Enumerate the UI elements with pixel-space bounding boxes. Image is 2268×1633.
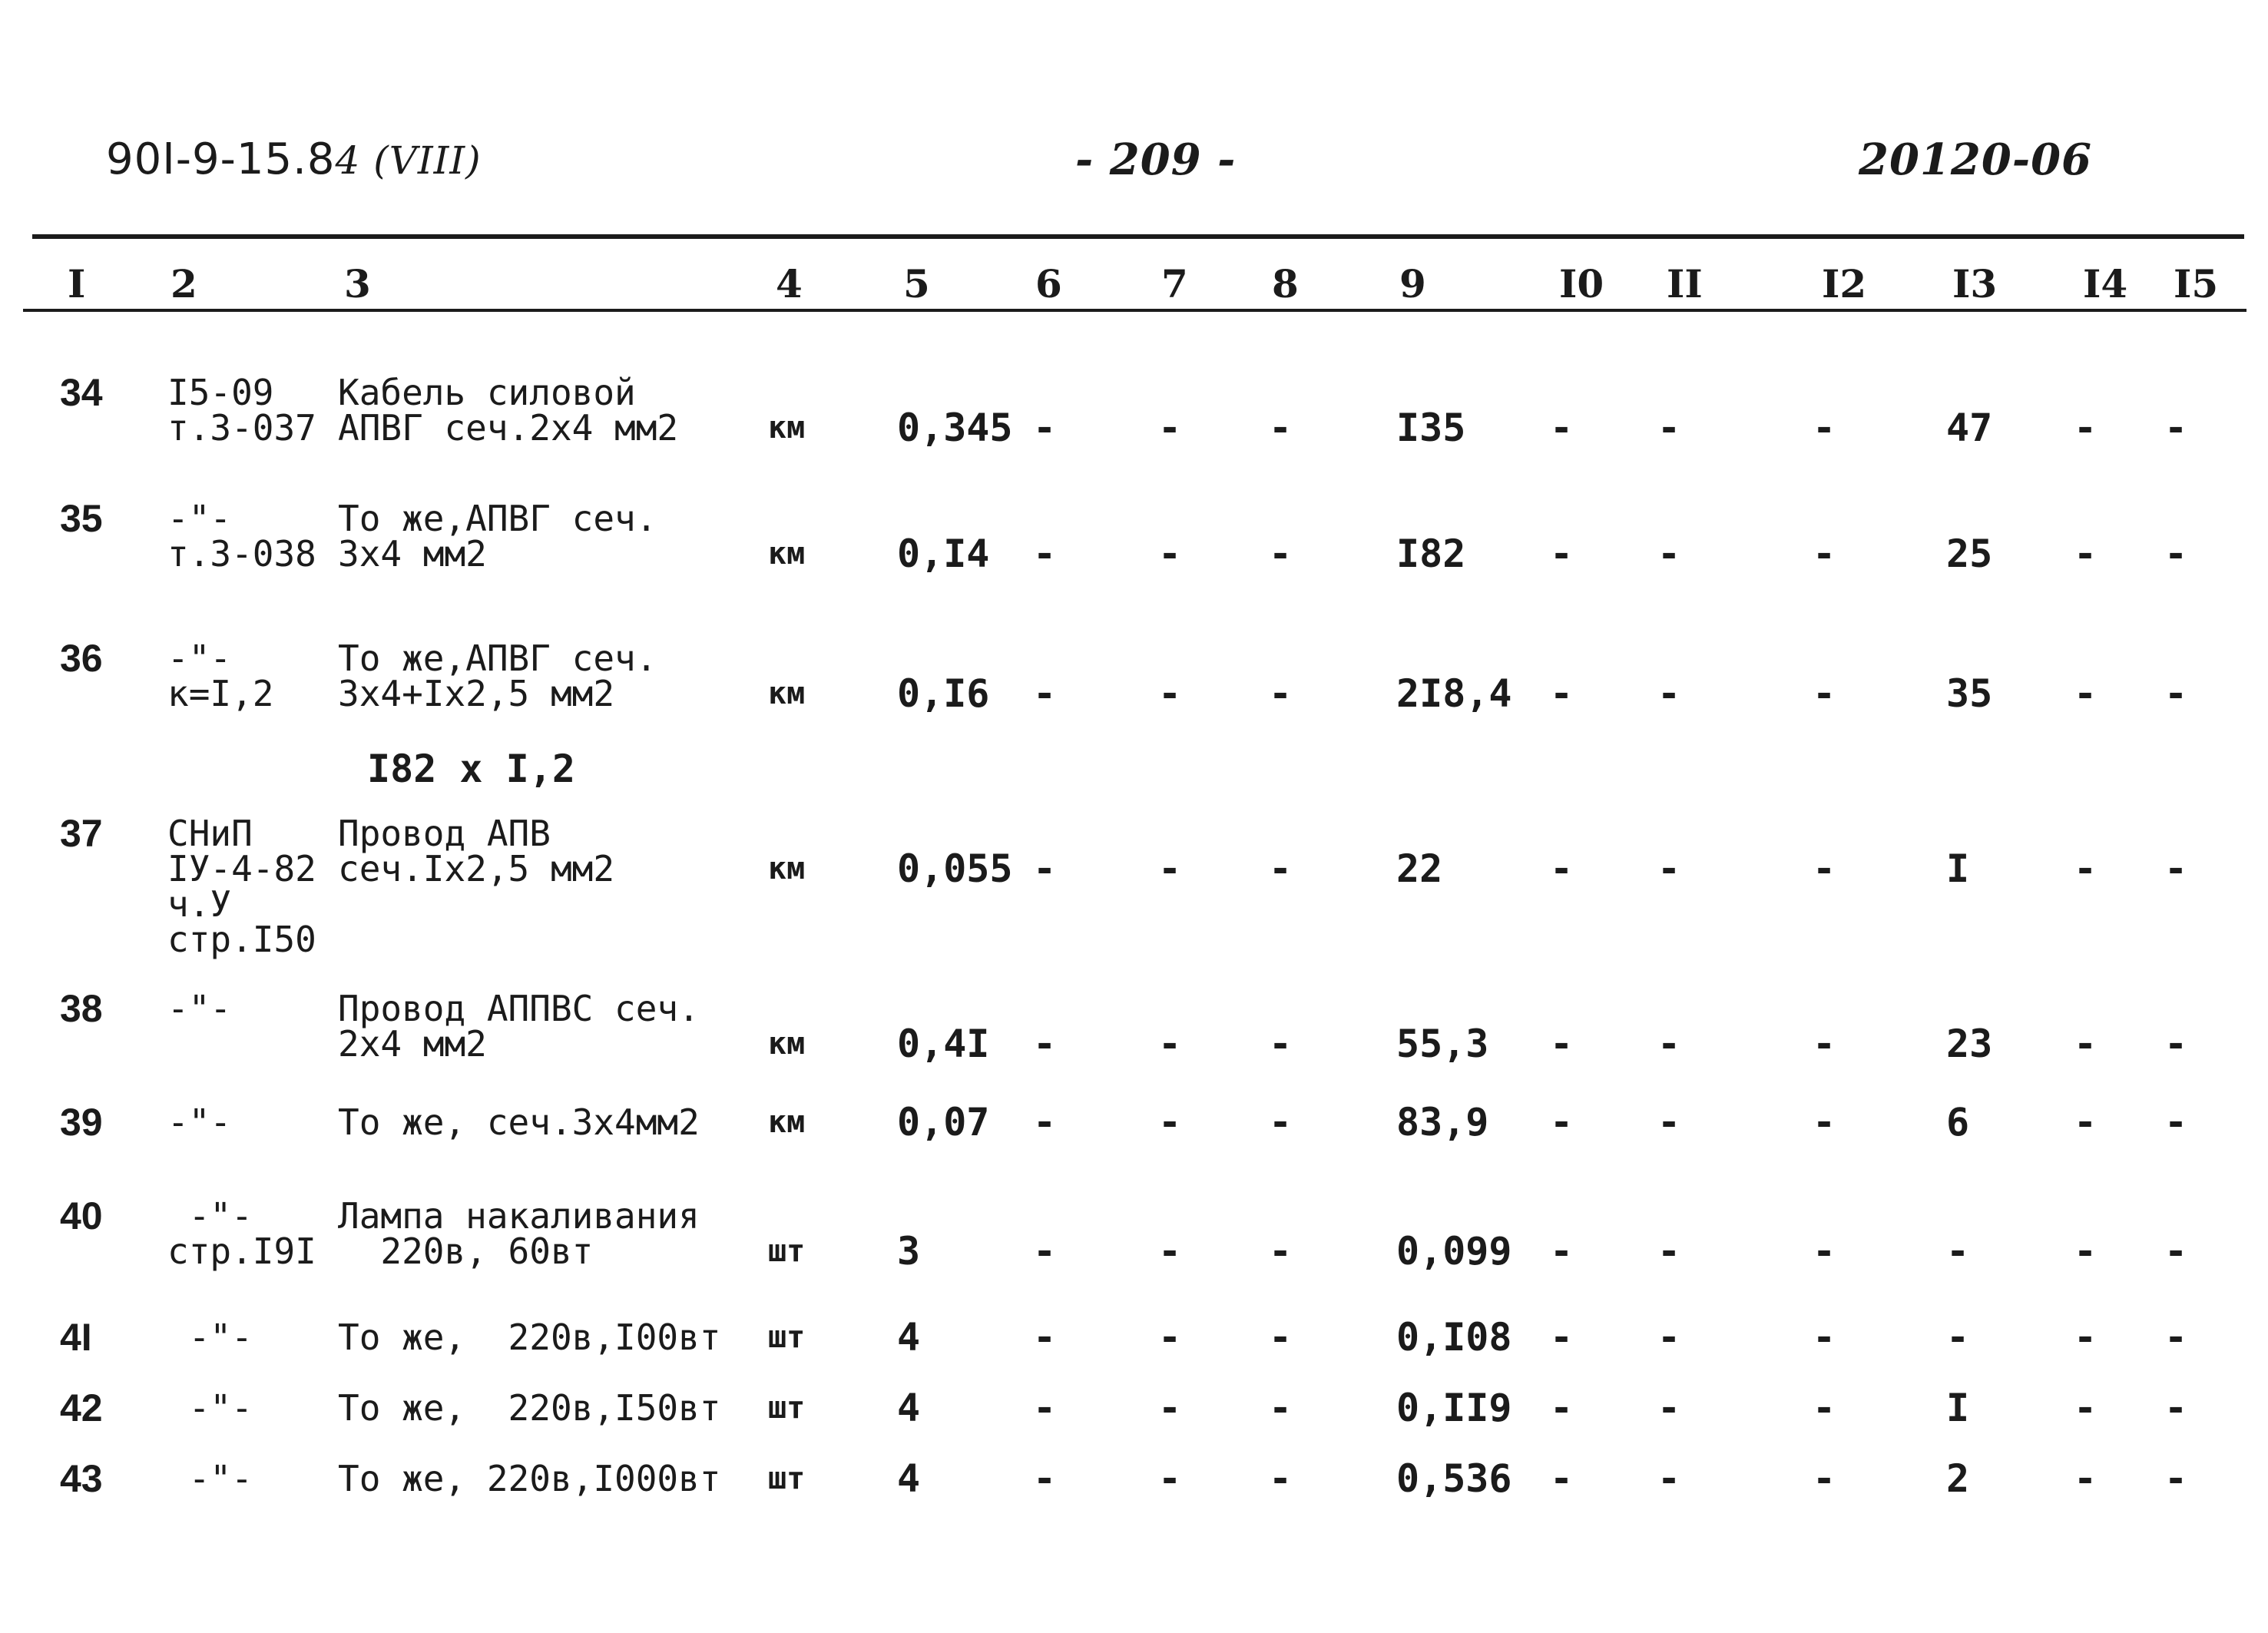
cell-c7: - [1158,1022,1182,1066]
cell-c10: - [1550,846,1574,891]
cell-c14: - [2074,1100,2097,1144]
cell-ref: -"- стр.I9I [167,1195,316,1272]
cell-c9: 0,099 [1396,1229,1512,1274]
cell-c8: - [1269,1386,1293,1430]
cell-c14: - [2074,406,2097,450]
cell-unit: шт [768,1390,806,1426]
cell-unit: км [768,1105,806,1140]
cell-c10: - [1550,671,1574,716]
cell-ref: -"- т.3-038 [167,498,316,575]
cell-c10: - [1550,406,1574,450]
cell-c12: - [1813,1229,1836,1274]
cell-c8: - [1269,671,1293,716]
cell-c13: 35 [1946,671,1993,716]
cell-qty: 3 [897,1229,921,1274]
cell-qty: 0,I4 [897,532,990,576]
cell-c12: - [1813,1386,1836,1430]
cell-qty: 4 [897,1315,921,1360]
cell-c7: - [1158,1315,1182,1360]
cell-c14: - [2074,1229,2097,1274]
cell-ref: -"- [167,1101,232,1143]
cell-name: Провод АПВ сеч.Iх2,5 мм2 [338,813,615,889]
cell-c12: - [1813,846,1836,891]
cell-ref: СНиП IУ-4-82 ч.У стр.I50 [167,813,316,960]
column-number: 3 [344,261,371,306]
column-number: 8 [1272,261,1299,306]
cell-c9: 22 [1396,846,1443,891]
cell-c10: - [1550,1315,1574,1360]
column-number: I3 [1952,261,1998,306]
document-code-typed: 90I-9-15.8 [106,134,336,184]
cell-c14: - [2074,1315,2097,1360]
cell-unit: км [768,536,806,571]
cell-c12: - [1813,1022,1836,1066]
cell-ref: -"- [167,1317,253,1358]
cell-c13: 47 [1946,406,1993,450]
cell-qty: 0,055 [897,846,1013,891]
cell-c10: - [1550,1022,1574,1066]
cell-c9: 0,II9 [1396,1386,1512,1430]
cell-c7: - [1158,406,1182,450]
cell-c11: - [1657,1315,1681,1360]
document-code-handwritten: 4 (VIII) [335,138,482,183]
cell-c6: - [1033,1386,1057,1430]
cell-c10: - [1550,1100,1574,1144]
cell-c11: - [1657,671,1681,716]
cell-qty: 0,I6 [897,671,990,716]
cell-ref: -"- к=I,2 [167,638,274,714]
cell-c13: 25 [1946,532,1993,576]
cell-qty: 0,345 [897,406,1013,450]
cell-c10: - [1550,1386,1574,1430]
cell-ref: I5-09 т.3-037 [167,372,316,449]
column-number: 9 [1399,261,1426,306]
cell-ref: -"- [167,1458,253,1499]
cell-c6: - [1033,406,1057,450]
cell-unit: шт [768,1320,806,1355]
cell-c9: 55,3 [1396,1022,1489,1066]
cell-c8: - [1269,532,1293,576]
cell-c12: - [1813,671,1836,716]
cell-c6: - [1033,532,1057,576]
cell-c13: 23 [1946,1022,1993,1066]
column-number: I2 [1822,261,1867,306]
cell-unit: шт [768,1234,806,1269]
cell-c13: 2 [1946,1456,1970,1501]
header-bottom-rule [23,309,2246,312]
cell-c12: - [1813,1100,1836,1144]
column-number: I5 [2174,261,2219,306]
cell-unit: км [768,1026,806,1062]
column-number: 7 [1161,261,1188,306]
cell-c15: - [2164,1315,2188,1360]
cell-c15: - [2164,1100,2188,1144]
cell-c10: - [1550,532,1574,576]
cell-c11: - [1657,406,1681,450]
cell-num: 43 [60,1457,103,1500]
page-number: - 209 - [1075,134,1237,185]
column-number: I4 [2083,261,2128,306]
cell-unit: шт [768,1461,806,1496]
cell-c14: - [2074,1386,2097,1430]
cell-c9: 0,536 [1396,1456,1512,1501]
cell-c9: 0,I08 [1396,1315,1512,1360]
cell-c11: - [1657,846,1681,891]
cell-c15: - [2164,846,2188,891]
column-number: II [1667,261,1703,306]
cell-c8: - [1269,846,1293,891]
header-top-rule [32,234,2244,239]
cell-c15: - [2164,671,2188,716]
cell-c14: - [2074,1022,2097,1066]
cell-c6: - [1033,1229,1057,1274]
cell-c14: - [2074,532,2097,576]
cell-qty: 0,07 [897,1100,990,1144]
cell-num: 42 [60,1386,103,1429]
cell-c7: - [1158,1229,1182,1274]
column-number: 2 [171,261,197,306]
cell-c15: - [2164,1456,2188,1501]
cell-c8: - [1269,1456,1293,1501]
cell-unit: км [768,676,806,711]
cell-c11: - [1657,1022,1681,1066]
cell-name: То же, 220в,I50вт [338,1387,721,1429]
cell-num: 40 [60,1194,103,1237]
document-code [106,134,482,184]
cell-c14: - [2074,671,2097,716]
cell-c15: - [2164,1022,2188,1066]
cell-c6: - [1033,1100,1057,1144]
cell-c11: - [1657,1456,1681,1501]
cell-c6: - [1033,671,1057,716]
cell-num: 36 [60,637,103,680]
cell-num: 34 [60,371,103,414]
cell-c15: - [2164,1386,2188,1430]
cell-unit: км [768,410,806,446]
cell-c7: - [1158,671,1182,716]
cell-c8: - [1269,1315,1293,1360]
cell-c7: - [1158,532,1182,576]
cell-name: То же, сеч.3х4мм2 [338,1101,700,1143]
cell-name: Провод АППВС сеч. 2х4 мм2 [338,988,700,1065]
cell-c14: - [2074,846,2097,891]
cell-c15: - [2164,406,2188,450]
cell-name: То же,АПВГ сеч. 3х4 мм2 [338,498,657,575]
cell-c7: - [1158,1100,1182,1144]
cell-c12: - [1813,1315,1836,1360]
cell-c11: - [1657,1100,1681,1144]
cell-c8: - [1269,1100,1293,1144]
cell-qty: 4 [897,1386,921,1430]
cell-name: То же, 220в,I00вт [338,1317,721,1358]
album-number: 20120-06 [1859,134,2092,185]
cell-qty: 0,4I [897,1022,990,1066]
column-number: 6 [1035,261,1062,306]
cell-c15: - [2164,532,2188,576]
cell-num: 39 [60,1101,103,1144]
cell-c10: - [1550,1456,1574,1501]
cell-c6: - [1033,1456,1057,1501]
cell-num: 35 [60,497,103,540]
cell-c9: I35 [1396,406,1466,450]
cell-c12: - [1813,532,1836,576]
cell-num: 37 [60,812,103,855]
cell-c7: - [1158,1456,1182,1501]
cell-c8: - [1269,406,1293,450]
cell-c11: - [1657,1229,1681,1274]
cell-c13: - [1946,1229,1970,1274]
cell-unit: км [768,851,806,886]
cell-ref: -"- [167,988,232,1029]
cell-c8: - [1269,1022,1293,1066]
cell-name: То же,АПВГ сеч. 3х4+Iх2,5 мм2 [338,638,657,714]
column-number: 4 [776,261,803,306]
cell-c6: - [1033,1022,1057,1066]
cell-c6: - [1033,846,1057,891]
cell-c6: - [1033,1315,1057,1360]
cell-c8: - [1269,1229,1293,1274]
column-number: 5 [903,261,930,306]
cell-c13: 6 [1946,1100,1970,1144]
row-36-calculation-note: I82 х I,2 [367,747,575,791]
cell-c9: I82 [1396,532,1466,576]
cell-c13: - [1946,1315,1970,1360]
column-number: I [68,261,86,306]
cell-qty: 4 [897,1456,921,1501]
cell-c9: 2I8,4 [1396,671,1512,716]
cell-name: Лампа накаливания 220в, 60вт [338,1195,700,1272]
cell-c7: - [1158,1386,1182,1430]
cell-num: 4I [60,1316,92,1359]
cell-c7: - [1158,846,1182,891]
cell-num: 38 [60,987,103,1030]
cell-c11: - [1657,1386,1681,1430]
cell-name: То же, 220в,I000вт [338,1458,721,1499]
cell-c15: - [2164,1229,2188,1274]
column-number: I0 [1559,261,1604,306]
cell-c13: I [1946,846,1970,891]
cell-ref: -"- [167,1387,253,1429]
cell-name: Кабель силовой АПВГ сеч.2х4 мм2 [338,372,679,449]
cell-c13: I [1946,1386,1970,1430]
cell-c11: - [1657,532,1681,576]
cell-c10: - [1550,1229,1574,1274]
cell-c12: - [1813,1456,1836,1501]
cell-c12: - [1813,406,1836,450]
cell-c14: - [2074,1456,2097,1501]
cell-c9: 83,9 [1396,1100,1489,1144]
